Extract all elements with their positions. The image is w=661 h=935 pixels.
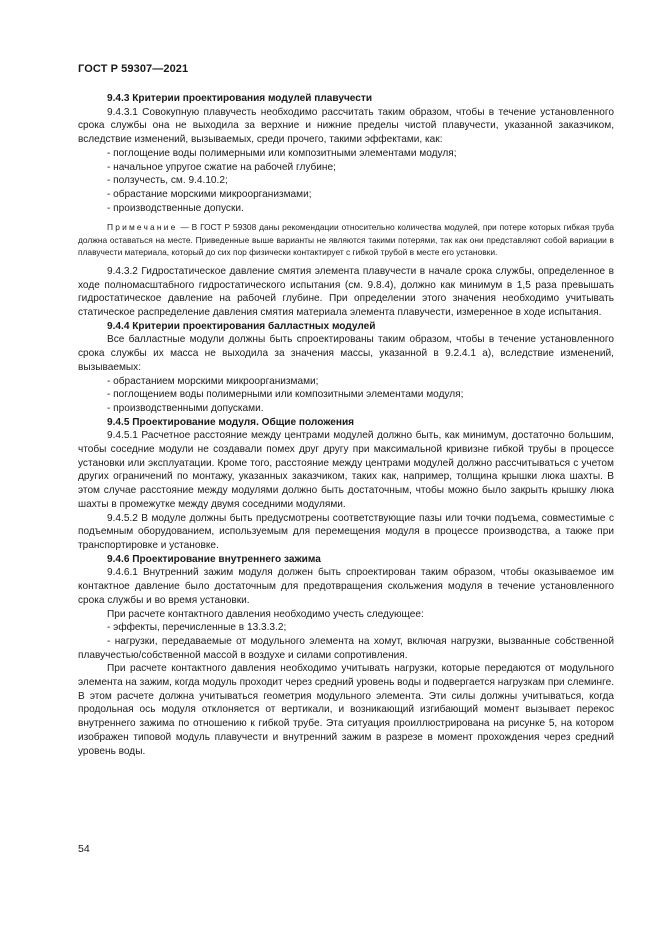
list-item: - ползучесть, см. 9.4.10.2; [107,175,228,187]
list-buoyancy-effects [78,147,614,216]
note-label: Примечание [107,222,178,233]
list-item: - производственные допуски. [107,202,244,214]
list-item: - производственными допусками. [107,402,264,414]
list-ballast-effects [78,375,614,416]
paragraph-9-4-6-1: 9.4.6.1 Внутренний зажим модуля должен быть спроектирован таким образом, чтобы оказываемое им контактное давление было достаточным для предотвращения скольжения модуля в течение установленного срока службы и во время установки. [78,567,614,606]
document-body [78,92,614,758]
list-item: - эффекты, перечисленные в 13.3.3.2; [107,622,287,634]
list-item: - нагрузки, передаваемые от модульного элемента на хомут, включая нагрузки, вызванные собственной плавучестью/собственной массой в воздухе и силами сопротивления. [78,635,614,661]
section-heading-9-4-4: 9.4.4 Критерии проектирования балластных модулей [107,320,376,332]
list-item: - обрастание морскими микроорганизмами; [107,188,312,200]
list-item: - поглощением воды полимерными или композитными элементами модуля; [107,389,464,401]
paragraph-9-4-3-2: 9.4.3.2 Гидростатическое давление смятия элемента плавучести в начале срока службы, определенное в ходе полномасштабного гидростатического испытания (см. 9.8.4), должно как минимум в 1,5 раза превышать гидростатическое давление на рабочей глубине. При определении этого значения необходимо учитывать статическое распределение давления смятия материала элемента плавучести, измеренное в ходе испытания. [78,265,614,319]
section-heading-9-4-3: 9.4.3 Критерии проектирования модулей плавучести [107,93,373,104]
section-heading-9-4-6: 9.4.6 Проектирование внутреннего зажима [107,553,321,565]
paragraph-9-4-4: Все балластные модули должны быть спроектированы таким образом, чтобы в течение установленного срока службы их масса не выходила за значения массы, указанной в 9.2.4.1 а), вследствие изменений, вызываемых: [78,334,614,373]
list-item: - начальное упругое сжатие на рабочей глубине; [107,161,336,173]
page-number: 54 [78,843,90,855]
paragraph-9-4-3-1: 9.4.3.1 Совокупную плавучесть необходимо рассчитать таким образом, чтобы в течение установленного срока службы она не выходила за верхние и нижние пределы чистой плавучести, указанной заказчиком, вследствие изменений, вызываемых, среди прочего, такими эффектами, как: [78,106,614,146]
list-contact-pressure-factors [78,621,614,662]
paragraph-9-4-5-1: 9.4.5.1 Расчетное расстояние между центрами модулей должно быть, как минимум, достаточно большим, чтобы соседние модули не создавали помех друг другу при максимальной кривизне гибкой трубы в процессе установки или эксплуатации. Кроме того, расстояние между центрами модулей должно рассчитываться с учетом других ограничений по монтажу, указанных заказчиком, таких как, например, толщина крышки люка шахты. В этом случае расстояние между модулями должно быть достаточным, чтобы можно было закрыть крышку люка шахты в промежутке между двумя соседними модулями. [78,430,614,510]
note-paragraph [78,221,614,258]
list-item: - поглощение воды полимерными или композитными элементами модуля; [107,147,457,159]
paragraph-contact-pressure: При расчете контактного давления необходимо учесть следующее: [107,608,424,620]
paragraph-slamming-loads: При расчете контактного давления необходимо учитывать нагрузки, которые передаются от модульного элемента на зажим, когда модуль проходит через средний уровень воды и подвергается нагрузкам при слеминге. В этом расчете должна учитываться геометрия модульного элемента. Эти силы должны учитываться, когда продольная ось модуля отклоняется от вертикали, и возникающий изгибающий момент вызывает перекос внутреннего зажима по отношению к гибкой трубе. Эта ситуация проиллюстрирована на рисунке 5, на котором изображен типовой модуль плавучести и внутренний зажим в разрезе в момент прохождения через средний уровень воды. [78,663,614,757]
section-heading-9-4-5: 9.4.5 Проектирование модуля. Общие положения [107,416,355,428]
paragraph-9-4-5-2: 9.4.5.2 В модуле должны быть предусмотрены соответствующие пазы или точки подъема, совместимые с подъемным оборудованием, используемым для перемещения модуля в процессе производства, а также при транспортировке и установке. [78,512,614,551]
list-item: - обрастанием морскими микроорганизмами; [107,375,319,387]
note-text: — В ГОСТ Р 59308 даны рекомендации относительно количества модулей, при потере которых гибкая труба должна оставаться на месте. Приведенные выше варианты не являются такими потерями, так как они представляют собой вариации в плавучести материала, который до сих пор физически контактирует с гибкой трубой в месте его установки. [78,222,614,257]
document-header: ГОСТ Р 59307—2021 [78,63,189,75]
